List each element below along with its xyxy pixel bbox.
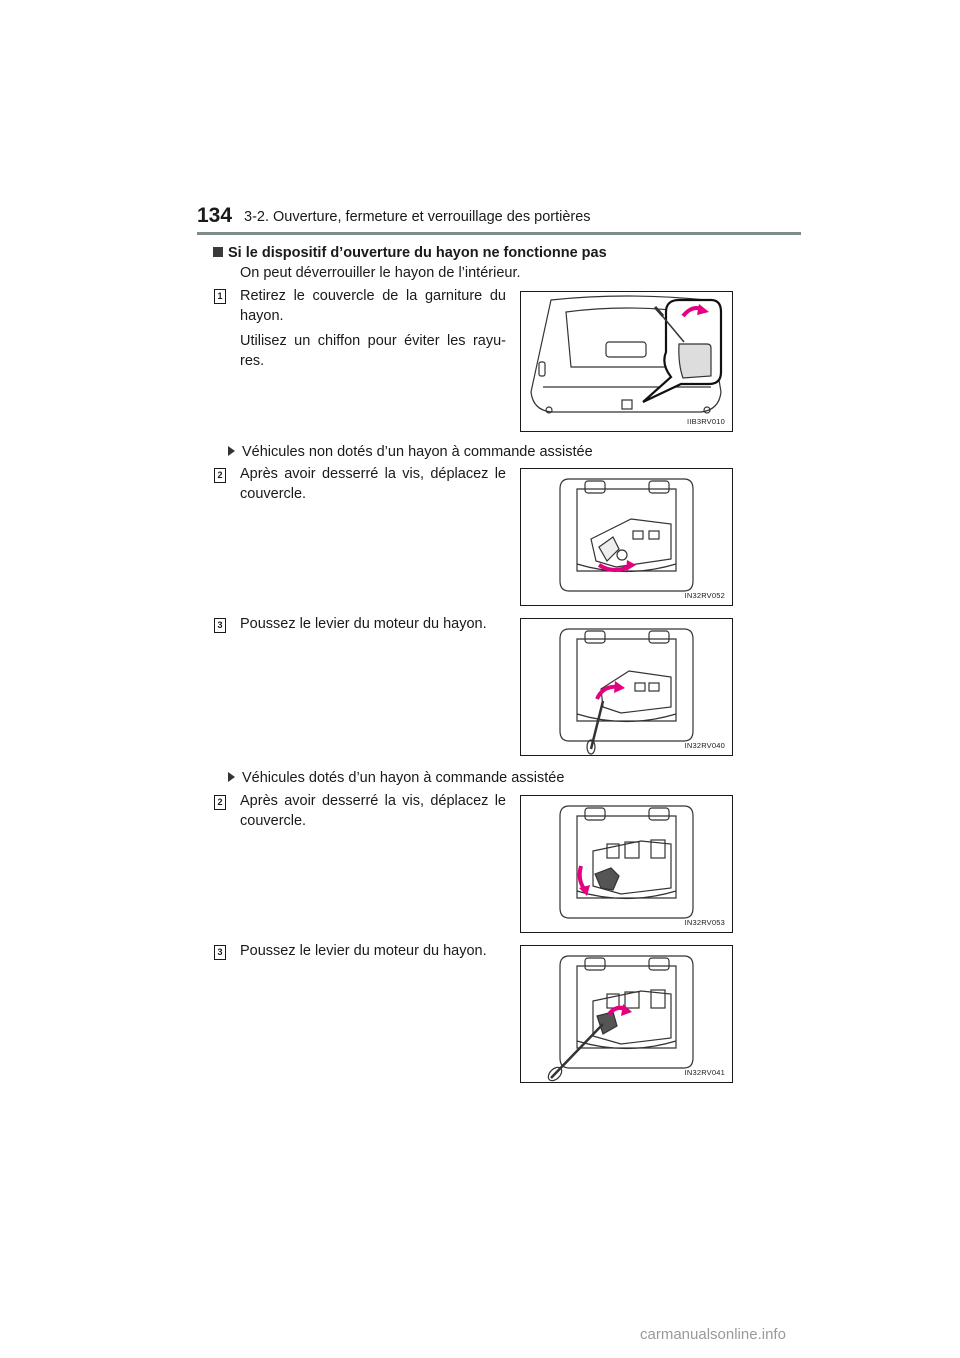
header-divider <box>197 232 801 235</box>
powered-cover-illustration <box>521 796 732 932</box>
page-number: 134 <box>197 204 233 227</box>
section-title: 3-2. Ouverture, fermeture et verrouillage des portières <box>244 209 591 225</box>
step-1-note: Utilisez un chiffon pour éviter les rayu-res. <box>240 333 506 369</box>
tailgate-illustration <box>521 292 732 431</box>
variant-label-powered <box>228 770 564 786</box>
section-heading <box>213 245 607 261</box>
lever-push-illustration <box>521 619 732 755</box>
step-1-instruction: Retirez le couvercle de la garniture du hayon. <box>240 288 506 324</box>
figure-cover-removal-non-powered <box>520 468 733 606</box>
figure-code: IIB3RV010 <box>687 417 725 426</box>
step-number-badge: 3 <box>214 945 226 960</box>
step-number-badge: 3 <box>214 618 226 633</box>
step-2-text: Après avoir desserré la vis, déplacez le couvercle. <box>240 466 506 502</box>
figure-push-lever-non-powered <box>520 618 733 756</box>
variant-label-text: Véhicules non dotés d’un hayon à commande assistée <box>242 444 593 460</box>
step-3-text: Poussez le levier du moteur du hayon. <box>240 616 487 632</box>
step-1-text <box>240 287 506 371</box>
square-bullet-icon <box>213 247 223 257</box>
powered-lever-illustration <box>521 946 732 1082</box>
step-number-badge: 2 <box>214 468 226 483</box>
figure-code: IN32RV041 <box>684 1068 725 1077</box>
step-number-badge: 2 <box>214 795 226 810</box>
lock-cover-illustration <box>521 469 732 605</box>
figure-code: IN32RV053 <box>684 918 725 927</box>
variant-label-text: Véhicules dotés d’un hayon à commande assistée <box>242 770 565 786</box>
figure-cover-removal-powered <box>520 795 733 933</box>
triangle-bullet-icon <box>228 446 235 456</box>
figure-push-lever-powered <box>520 945 733 1083</box>
site-watermark: carmanualsonline.info <box>640 1326 786 1343</box>
figure-code: IN32RV040 <box>684 741 725 750</box>
section-heading-text: Si le dispositif d’ouverture du hayon ne fonctionne pas <box>228 245 607 261</box>
figure-code: IN32RV052 <box>684 591 725 600</box>
figure-tailgate-trim-cover <box>520 291 733 432</box>
intro-text: On peut déverrouiller le hayon de l’intérieur. <box>240 265 521 281</box>
step-number-badge: 1 <box>214 289 226 304</box>
variant-label-non-powered <box>228 444 593 460</box>
step-2-text: Après avoir desserré la vis, déplacez le couvercle. <box>240 793 506 829</box>
step-3-text: Poussez le levier du moteur du hayon. <box>240 943 487 959</box>
triangle-bullet-icon <box>228 772 235 782</box>
